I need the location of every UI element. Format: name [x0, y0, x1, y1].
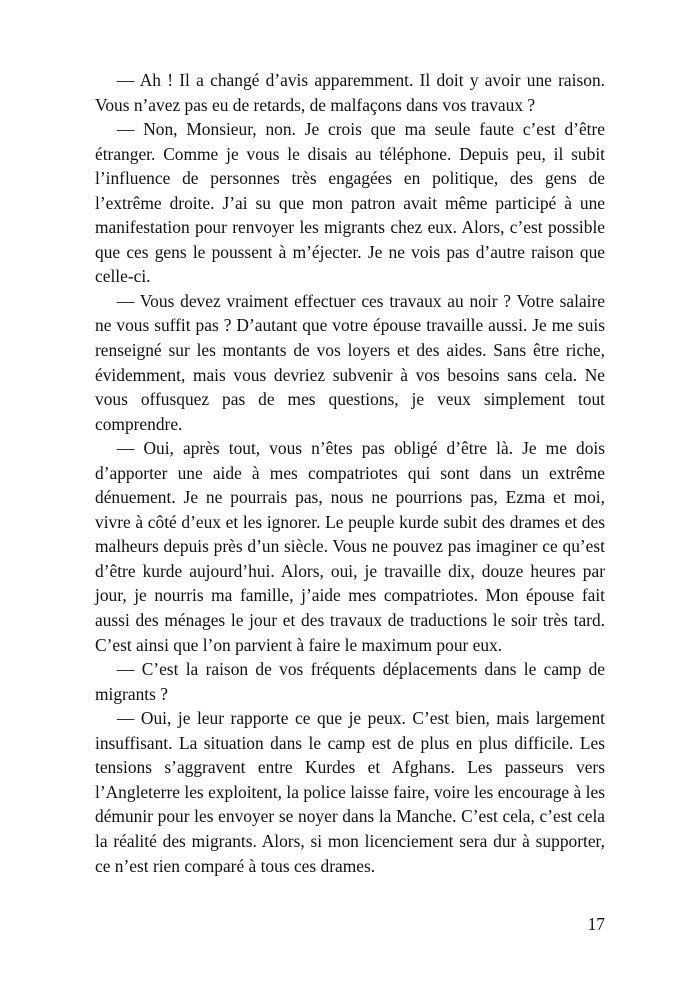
paragraph-4: — Oui, après tout, vous n’êtes pas obligé d’être là. Je me dois d’apporter une aide à mes compatriotes qui sont dans un extrême dénuement. Je ne pourrais pas, nous ne pourrions pas, Ezma et moi, vivre à côté d’eux et les ignorer. Le peuple kurde subit des drames et des malheurs depuis près d’un siècle. Vous ne pouvez pas imaginer ce qu’est d’être kurde aujourd’hui. Alors, oui, je travaille dix, douze heures par jour, je nourris ma famille, j’aide mes compatriotes. Mon épouse fait aussi des ménages le jour et des travaux de traductions le soir très tard. C’est ainsi que l’on parvient à faire le maximum pour eux. — [95, 438, 605, 655]
page-number: 17 — [587, 914, 605, 934]
paragraph-1: — Ah ! Il a changé d’avis apparemment. Il doit y avoir une raison. Vous n’avez pas eu de retards, de malfaçons dans vos travaux ? — [95, 70, 605, 115]
paragraph-5: — C’est la raison de vos fréquents déplacements dans le camp de migrants ? — [95, 659, 605, 704]
paragraph-6: — Oui, je leur rapporte ce que je peux. C’est bien, mais largement insuffisant. La situation dans le camp est de plus en plus difficile. Les tensions s’aggravent entre Kurdes et Afghans. Les passeurs vers l’Angleterre les exploitent, la police laisse faire, voire les encourage à les démunir pour les envoyer se noyer dans la Manche. C’est cela, c’est cela la réalité des migrants. Alors, si mon licenciement sera dur à supporter, ce n’est rien comparé à tous ces drames. — [95, 708, 605, 876]
paragraph-3: — Vous devez vraiment effectuer ces travaux au noir ? Votre salaire ne vous suffit pas ? D’autant que votre épouse travaille aussi. Je me suis renseigné sur les montants de vos loyers et des aides. Sans être riche, évidemment, mais vous devriez subvenir à vos besoins sans cela. Ne vous offusquez pas de mes questions, je veux simplement tout comprendre. — [95, 290, 605, 434]
page-body — [95, 68, 605, 878]
paragraph-2: — Non, Monsieur, non. Je crois que ma seule faute c’est d’être étranger. Comme je vous le disais au téléphone. Depuis peu, il subit l’influence de personnes très engagées en politique, des gens de l’extrême droite. J’ai su que mon patron avait même participé à une manifestation pour renvoyer les migrants chez eux. Alors, c’est possible que ces gens le poussent à m’éjecter. Je ne vois pas d’autre raison que celle-ci. — [95, 119, 605, 287]
